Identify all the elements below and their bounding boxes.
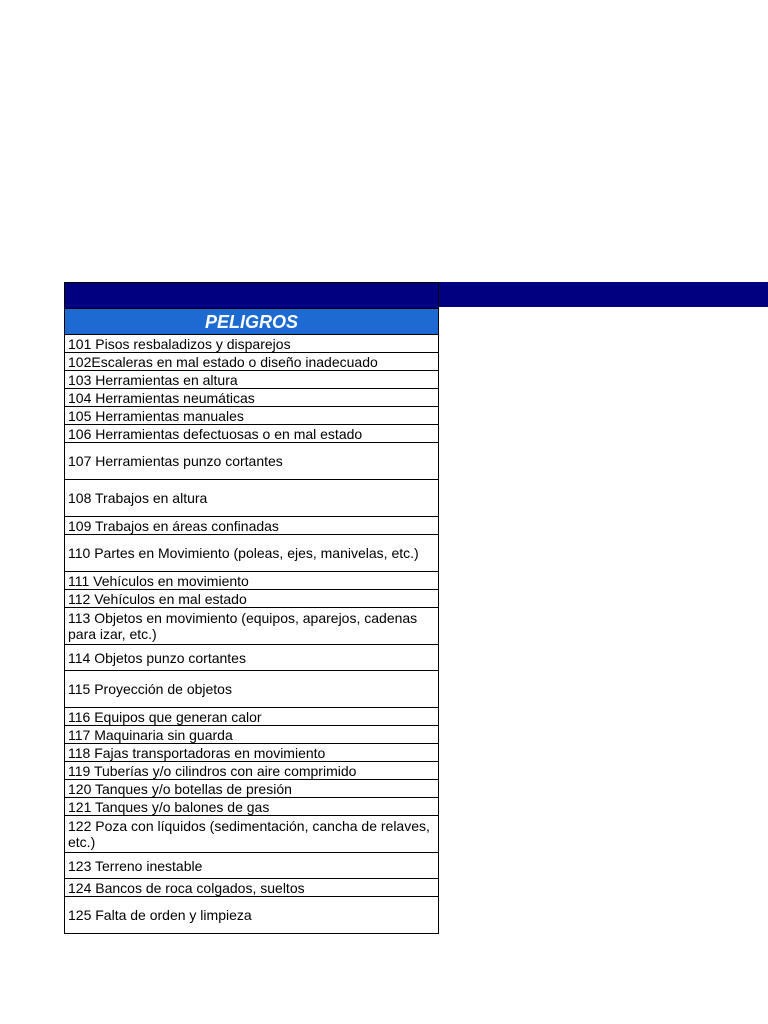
table-row[interactable]: 104 Herramientas neumáticas bbox=[65, 389, 438, 407]
table-row[interactable]: 110 Partes en Movimiento (poleas, ejes, manivelas, etc.) bbox=[65, 535, 438, 572]
table-row[interactable]: 101 Pisos resbaladizos y disparejos bbox=[65, 335, 438, 353]
table-row[interactable]: 121 Tanques y/o balones de gas bbox=[65, 798, 438, 816]
table-row[interactable]: 124 Bancos de roca colgados, sueltos bbox=[65, 879, 438, 897]
table-row[interactable]: 112 Vehículos en mal estado bbox=[65, 590, 438, 608]
table-row[interactable]: 108 Trabajos en altura bbox=[65, 480, 438, 517]
table-row[interactable]: 122 Poza con líquidos (sedimentación, cancha de relaves, etc.) bbox=[65, 816, 438, 853]
table-row[interactable]: 102Escaleras en mal estado o diseño inadecuado bbox=[65, 353, 438, 371]
table-row[interactable]: 123 Terreno inestable bbox=[65, 853, 438, 879]
table-row[interactable]: 115 Proyección de objetos bbox=[65, 671, 438, 708]
peligros-header[interactable]: PELIGROS bbox=[65, 309, 438, 335]
peligros-table bbox=[64, 282, 439, 934]
table-row[interactable]: 116 Equipos que generan calor bbox=[65, 708, 438, 726]
table-row[interactable]: 114 Objetos punzo cortantes bbox=[65, 645, 438, 671]
table-row[interactable]: 106 Herramientas defectuosas o en mal estado bbox=[65, 425, 438, 443]
table-row[interactable]: 125 Falta de orden y limpieza bbox=[65, 897, 438, 934]
table-row[interactable]: 120 Tanques y/o botellas de presión bbox=[65, 780, 438, 798]
peligros-rows bbox=[65, 335, 438, 934]
table-row[interactable]: 117 Maquinaria sin guarda bbox=[65, 726, 438, 744]
table-row[interactable]: 105 Herramientas manuales bbox=[65, 407, 438, 425]
table-row[interactable]: 118 Fajas transportadoras en movimiento bbox=[65, 744, 438, 762]
table-row[interactable]: 113 Objetos en movimiento (equipos, aparejos, cadenas para izar, etc.) bbox=[65, 608, 438, 645]
table-row[interactable]: 111 Vehículos en movimiento bbox=[65, 572, 438, 590]
table-row[interactable]: 109 Trabajos en áreas confinadas bbox=[65, 517, 438, 535]
table-row[interactable]: 119 Tuberías y/o cilindros con aire comprimido bbox=[65, 762, 438, 780]
table-row[interactable]: 107 Herramientas punzo cortantes bbox=[65, 443, 438, 480]
table-row[interactable]: 103 Herramientas en altura bbox=[65, 371, 438, 389]
table-navy-strip bbox=[65, 283, 438, 309]
